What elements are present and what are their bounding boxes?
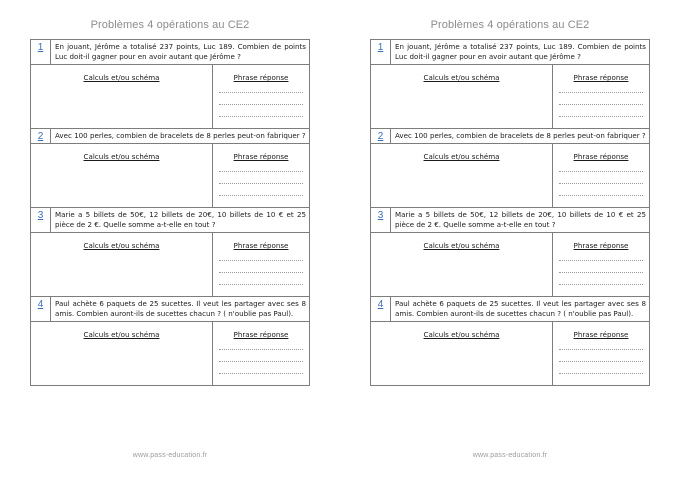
answer-header: Phrase réponse (233, 241, 289, 251)
problem-statement: En jouant, Jérôme a totalisé 237 points, Luc 189. Combien de points Luc doit-il gagner pour en avoir autant que Jérôme ? (395, 42, 646, 62)
answer-line[interactable] (559, 183, 643, 184)
answer-line[interactable] (559, 116, 643, 117)
answer-line[interactable] (559, 92, 643, 93)
answer-writing-lines[interactable] (553, 85, 649, 117)
problem-number-cell (371, 297, 391, 321)
calculations-workspace[interactable] (31, 164, 212, 207)
answer-line[interactable] (219, 104, 303, 105)
answer-line[interactable] (559, 373, 643, 374)
answer-writing-lines[interactable] (213, 85, 309, 117)
answer-line[interactable] (219, 284, 303, 285)
problem-work-row (31, 65, 309, 128)
calculations-cell[interactable] (31, 322, 213, 385)
problem-statement-row (371, 208, 649, 233)
calculations-cell[interactable] (371, 144, 553, 207)
problem-number-cell (371, 129, 391, 143)
problem-number: 3 (377, 210, 384, 222)
problem-number: 2 (377, 131, 384, 143)
calculations-workspace[interactable] (371, 85, 552, 128)
calculations-cell[interactable] (31, 233, 213, 296)
calculations-workspace[interactable] (31, 85, 212, 128)
answer-writing-lines[interactable] (213, 253, 309, 285)
calculations-cell[interactable] (371, 322, 553, 385)
answer-header: Phrase réponse (233, 330, 289, 340)
problem-statement: Paul achète 6 paquets de 25 sucettes. Il veut les partager avec ses 8 amis. Combien auront-ils de sucettes chacun ? ( n'oublie pas Paul). (55, 299, 306, 319)
answer-line[interactable] (559, 260, 643, 261)
problem-number: 3 (37, 210, 44, 222)
problem-number-cell (31, 40, 51, 64)
problem-statement-row (31, 40, 309, 65)
problem-number: 4 (377, 299, 384, 311)
problem-work-row (371, 144, 649, 207)
answer-writing-lines[interactable] (553, 342, 649, 374)
problem-statement: Avec 100 perles, combien de bracelets de 8 perles peut-on fabriquer ? (395, 131, 646, 141)
problem-statement-row (31, 208, 309, 233)
calculations-cell[interactable] (371, 233, 553, 296)
problem-statement-row (31, 129, 309, 144)
answer-line[interactable] (219, 272, 303, 273)
answer-header: Phrase réponse (233, 73, 289, 83)
problem-statement-row (371, 129, 649, 144)
problem-block (371, 208, 649, 297)
calculations-workspace[interactable] (31, 253, 212, 296)
problems-table (30, 39, 310, 386)
answer-cell[interactable] (213, 65, 309, 128)
problem-block (31, 40, 309, 129)
problems-table (370, 39, 650, 386)
answer-line[interactable] (219, 260, 303, 261)
problem-number-cell (371, 40, 391, 64)
calculations-workspace[interactable] (371, 253, 552, 296)
footer-website: www.pass-education.fr (472, 452, 548, 459)
problem-statement: Marie a 5 billets de 50€, 12 billets de 20€, 10 billets de 10 € et 25 pièce de 2 €. Quelle somme a-t-elle en tout ? (55, 210, 306, 230)
problem-work-row (31, 233, 309, 296)
problem-number-cell (31, 297, 51, 321)
problem-statement: Avec 100 perles, combien de bracelets de 8 perles peut-on fabriquer ? (55, 131, 306, 141)
answer-line[interactable] (559, 104, 643, 105)
problem-block (371, 40, 649, 129)
footer-website: www.pass-education.fr (132, 452, 208, 459)
calculations-header: Calculs et/ou schéma (423, 241, 500, 251)
calculations-cell[interactable] (31, 144, 213, 207)
answer-line[interactable] (219, 349, 303, 350)
answer-line[interactable] (219, 171, 303, 172)
page-title: Problèmes 4 opérations au CE2 (90, 19, 250, 31)
calculations-header: Calculs et/ou schéma (423, 152, 500, 162)
problem-number-cell (31, 208, 51, 232)
problem-block (371, 297, 649, 385)
problem-number: 1 (37, 42, 44, 53)
answer-line[interactable] (559, 361, 643, 362)
problem-work-row (371, 65, 649, 128)
calculations-header: Calculs et/ou schéma (423, 330, 500, 340)
answer-writing-lines[interactable] (213, 164, 309, 196)
problem-block (31, 129, 309, 208)
answer-line[interactable] (219, 361, 303, 362)
answer-cell[interactable] (553, 322, 649, 385)
problem-statement: Paul achète 6 paquets de 25 sucettes. Il veut les partager avec ses 8 amis. Combien auront-ils de sucettes chacun ? ( n'oublie pas Paul). (395, 299, 646, 319)
problem-work-row (371, 233, 649, 296)
answer-line[interactable] (219, 116, 303, 117)
answer-line[interactable] (559, 272, 643, 273)
answer-cell[interactable] (213, 144, 309, 207)
problem-number: 4 (37, 299, 44, 311)
answer-writing-lines[interactable] (213, 342, 309, 374)
calculations-header: Calculs et/ou schéma (83, 152, 160, 162)
answer-cell[interactable] (213, 233, 309, 296)
problem-block (31, 208, 309, 297)
answer-line[interactable] (559, 284, 643, 285)
worksheet-column-right (340, 0, 680, 480)
problem-statement-row (371, 297, 649, 322)
answer-header: Phrase réponse (573, 330, 629, 340)
problem-work-row (31, 144, 309, 207)
answer-header: Phrase réponse (233, 152, 289, 162)
answer-header: Phrase réponse (573, 152, 629, 162)
problem-work-row (371, 322, 649, 385)
answer-line[interactable] (559, 349, 643, 350)
calculations-cell[interactable] (31, 65, 213, 128)
problem-number: 2 (37, 131, 44, 143)
problem-block (371, 129, 649, 208)
calculations-header: Calculs et/ou schéma (83, 330, 160, 340)
answer-line[interactable] (219, 195, 303, 196)
calculations-header: Calculs et/ou schéma (83, 241, 160, 251)
answer-line[interactable] (219, 183, 303, 184)
answer-cell[interactable] (553, 233, 649, 296)
problem-work-row (31, 322, 309, 385)
answer-cell[interactable] (553, 144, 649, 207)
answer-writing-lines[interactable] (553, 253, 649, 285)
calculations-header: Calculs et/ou schéma (423, 73, 500, 83)
answer-line[interactable] (219, 373, 303, 374)
calculations-workspace[interactable] (371, 342, 552, 385)
problem-statement: Marie a 5 billets de 50€, 12 billets de 20€, 10 billets de 10 € et 25 pièce de 2 €. Quelle somme a-t-elle en tout ? (395, 210, 646, 230)
answer-cell[interactable] (213, 322, 309, 385)
problem-number: 1 (377, 42, 384, 53)
calculations-workspace[interactable] (31, 342, 212, 385)
answer-line[interactable] (559, 171, 643, 172)
problem-block (31, 297, 309, 385)
answer-cell[interactable] (553, 65, 649, 128)
problem-statement-row (371, 40, 649, 65)
problem-statement: En jouant, Jérôme a totalisé 237 points, Luc 189. Combien de points Luc doit-il gagner pour en avoir autant que Jérôme ? (55, 42, 306, 62)
problem-number-cell (31, 129, 51, 143)
answer-line[interactable] (559, 195, 643, 196)
answer-header: Phrase réponse (573, 241, 629, 251)
answer-line[interactable] (219, 92, 303, 93)
answer-writing-lines[interactable] (553, 164, 649, 196)
page-title: Problèmes 4 opérations au CE2 (430, 19, 590, 31)
calculations-cell[interactable] (371, 65, 553, 128)
problem-number-cell (371, 208, 391, 232)
answer-header: Phrase réponse (573, 73, 629, 83)
calculations-workspace[interactable] (371, 164, 552, 207)
problem-statement-row (31, 297, 309, 322)
calculations-header: Calculs et/ou schéma (83, 73, 160, 83)
